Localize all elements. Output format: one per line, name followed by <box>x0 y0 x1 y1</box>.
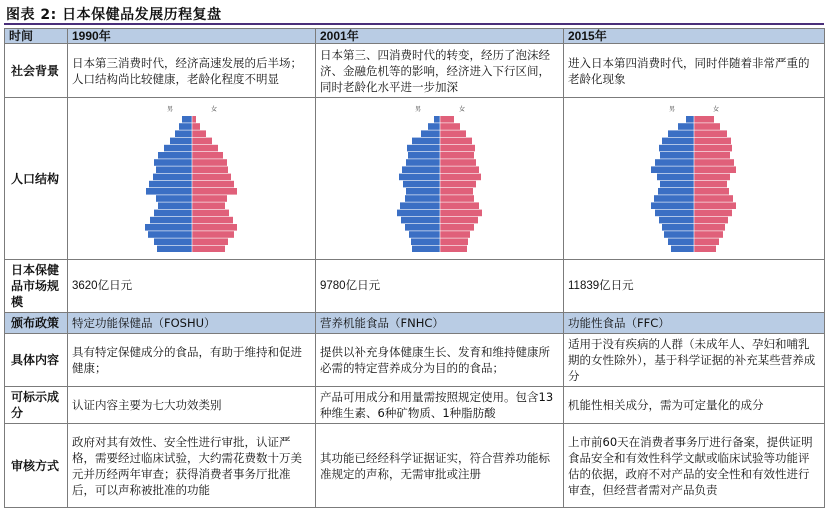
male-bar <box>421 130 440 137</box>
male-bar <box>146 188 192 195</box>
pyramid-2001 <box>380 102 500 252</box>
row-label-social: 社会背景 <box>5 44 68 98</box>
male-bar <box>428 123 440 130</box>
female-bar <box>192 130 206 137</box>
male-bar <box>179 123 192 130</box>
male-bar <box>145 224 192 231</box>
female-bar <box>440 216 478 223</box>
male-bar <box>659 216 694 223</box>
male-bar <box>412 137 440 144</box>
male-bar <box>686 116 694 123</box>
cell-policy-2015: 功能性食品（FFC） <box>564 313 825 334</box>
female-bar <box>440 116 454 123</box>
cell-review-1990: 政府对其有效性、安全性进行审批，认证严格，需要经过临床试验，大约需花费数十万美元并历经两年审查；获得消费者事务厅批准后，可以声称被批准的功能 <box>68 424 316 508</box>
cell-labelable-2015: 机能性相关成分，需为可定量化的成分 <box>564 387 825 424</box>
female-bar <box>440 188 473 195</box>
row-label-policy: 颁布政策 <box>5 313 68 334</box>
female-bar <box>694 216 728 223</box>
cell-review-2001: 其功能已经经科学证据证实，符合营养功能标准规定的声称，无需审批或注册 <box>316 424 564 508</box>
female-bar <box>440 130 466 137</box>
row-label-labelable: 可标示成分 <box>5 387 68 424</box>
male-bar <box>405 195 440 202</box>
female-bar <box>192 159 227 166</box>
female-bar <box>440 224 474 231</box>
header-time: 时间 <box>5 29 68 44</box>
female-bar <box>694 238 719 245</box>
female-bar <box>192 238 228 245</box>
female-bar <box>694 245 716 251</box>
female-bar <box>192 137 212 144</box>
cell-market-2001: 9780亿日元 <box>316 260 564 313</box>
female-bar <box>694 180 727 187</box>
male-bar <box>662 224 694 231</box>
male-bar <box>664 231 694 238</box>
legend-male: 男 <box>668 105 676 113</box>
male-bar <box>662 137 694 144</box>
female-bar <box>694 152 730 159</box>
cell-social-2001: 日本第三、四消费时代的转变，经历了泡沫经济、金融危机等的影响，经济进入下行区间，同时老龄化水平进一步加深 <box>316 44 564 98</box>
female-bar <box>440 180 476 187</box>
female-bar <box>694 188 729 195</box>
female-bar <box>192 180 234 187</box>
female-bar <box>694 209 732 216</box>
cell-market-1990: 3620亿日元 <box>68 260 316 313</box>
legend-female: 女 <box>210 105 217 113</box>
male-bar <box>153 173 192 180</box>
row-label-content: 具体内容 <box>5 334 68 387</box>
male-bar <box>158 202 192 209</box>
row-content <box>5 334 825 387</box>
female-bar <box>440 173 481 180</box>
female-bar <box>694 195 733 202</box>
male-bar <box>399 173 440 180</box>
cell-policy-2001: 营养机能食品（FNHC） <box>316 313 564 334</box>
male-bar <box>400 202 440 209</box>
legend-male: 男 <box>414 105 421 113</box>
female-bar <box>192 231 234 238</box>
male-bar <box>403 180 440 187</box>
male-bar <box>405 224 440 231</box>
cell-labelable-2001: 产品可用成分和用量需按照规定使用。包含13种维生素、6种矿物质、1种脂肪酸 <box>316 387 564 424</box>
female-bar <box>192 123 200 130</box>
male-bar <box>671 245 694 251</box>
female-bar <box>192 173 231 180</box>
male-bar <box>654 195 694 202</box>
female-bar <box>440 144 475 151</box>
row-market <box>5 260 825 313</box>
female-bar <box>694 130 727 137</box>
female-bar <box>440 231 470 238</box>
history-table <box>4 28 825 508</box>
header-1990: 1990年 <box>68 29 316 44</box>
male-bar <box>156 195 192 202</box>
female-bar <box>192 209 229 216</box>
header-row <box>5 29 825 44</box>
male-bar <box>411 238 440 245</box>
legend-female: 女 <box>458 105 465 113</box>
cell-pyramid-2001 <box>316 98 564 260</box>
female-bar <box>694 231 723 238</box>
male-bar <box>170 137 192 144</box>
female-bar <box>694 202 736 209</box>
male-bar <box>164 144 192 151</box>
figure-title: 图表 2: 日本保健品发展历程复盘 <box>6 7 222 23</box>
male-bar <box>397 209 440 216</box>
female-bar <box>694 159 734 166</box>
female-bar <box>694 144 732 151</box>
row-review <box>5 424 825 508</box>
cell-content-2001: 提供以补充身体健康生长、发育和维持健康所必需的特定营养成分为目的的食品； <box>316 334 564 387</box>
male-bar <box>657 173 694 180</box>
cell-labelable-1990: 认证内容主要为七大功效类别 <box>68 387 316 424</box>
male-bar <box>406 159 440 166</box>
male-bar <box>154 159 192 166</box>
cell-social-1990: 日本第三消费时代，经济高速发展的后半场；人口结构尚比较健康，老龄化程度不明显 <box>68 44 316 98</box>
female-bar <box>694 166 736 173</box>
male-bar <box>154 238 192 245</box>
cell-policy-1990: 特定功能保健品（FOSHU） <box>68 313 316 334</box>
female-bar <box>694 224 725 231</box>
female-bar <box>694 137 731 144</box>
female-bar <box>192 188 237 195</box>
female-bar <box>694 116 714 123</box>
female-bar <box>440 152 474 159</box>
male-bar <box>402 166 440 173</box>
male-bar <box>407 144 440 151</box>
female-bar <box>694 123 720 130</box>
row-label-population: 人口结构 <box>5 98 68 260</box>
female-bar <box>192 224 237 231</box>
row-social <box>5 44 825 98</box>
pyramid-1990 <box>132 102 252 252</box>
cell-pyramid-2015 <box>564 98 825 260</box>
male-bar <box>408 152 440 159</box>
male-bar <box>660 180 694 187</box>
female-bar <box>192 216 233 223</box>
male-bar <box>148 231 192 238</box>
male-bar <box>175 130 192 137</box>
row-policy <box>5 313 825 334</box>
female-bar <box>192 152 223 159</box>
male-bar <box>154 209 192 216</box>
female-bar <box>440 245 467 251</box>
legend-male: 男 <box>166 105 173 113</box>
female-bar <box>192 144 218 151</box>
header-2001: 2001年 <box>316 29 564 44</box>
row-label-review: 审核方式 <box>5 424 68 508</box>
legend-female: 女 <box>712 105 720 113</box>
female-bar <box>192 116 196 123</box>
cell-review-2015: 上市前60天在消费者事务厅进行备案，提供证明食品安全和有效性科学文献或临床试验等功能评估的依据，政府不对产品的安全性和有效性进行审查，但经营者需对产品负责 <box>564 424 825 508</box>
male-bar <box>660 152 694 159</box>
female-bar <box>440 195 474 202</box>
female-bar <box>694 173 730 180</box>
female-bar <box>440 238 468 245</box>
cell-market-2015: 11839亿日元 <box>564 260 825 313</box>
cell-content-1990: 具有特定保健成分的食品，有助于维持和促进健康； <box>68 334 316 387</box>
male-bar <box>412 245 440 251</box>
cell-pyramid-1990 <box>68 98 316 260</box>
male-bar <box>434 116 440 123</box>
row-population <box>5 98 825 260</box>
female-bar <box>440 137 472 144</box>
male-bar <box>149 180 192 187</box>
row-label-market: 日本保健品市场规模 <box>5 260 68 313</box>
female-bar <box>440 123 460 130</box>
male-bar <box>157 245 192 251</box>
male-bar <box>658 188 694 195</box>
male-bar <box>651 166 694 173</box>
female-bar <box>440 209 482 216</box>
male-bar <box>659 144 694 151</box>
male-bar <box>655 209 694 216</box>
male-bar <box>668 130 694 137</box>
female-bar <box>192 245 225 251</box>
male-bar <box>158 152 192 159</box>
male-bar <box>651 202 694 209</box>
female-bar <box>192 195 227 202</box>
row-labelable <box>5 387 825 424</box>
male-bar <box>406 188 440 195</box>
male-bar <box>150 216 192 223</box>
female-bar <box>192 202 225 209</box>
pyramid-2015 <box>634 102 754 252</box>
male-bar <box>156 166 192 173</box>
female-bar <box>192 166 228 173</box>
female-bar <box>440 166 479 173</box>
header-2015: 2015年 <box>564 29 825 44</box>
female-bar <box>440 202 479 209</box>
male-bar <box>409 231 440 238</box>
male-bar <box>655 159 694 166</box>
male-bar <box>182 116 192 123</box>
male-bar <box>678 123 694 130</box>
female-bar <box>440 159 476 166</box>
title-rule <box>4 23 824 25</box>
cell-social-2015: 进入日本第四消费时代，同时伴随着非常严重的老龄化现象 <box>564 44 825 98</box>
cell-content-2015: 适用于没有疾病的人群（未成年人、孕妇和哺乳期的女性除外），基于科学证据的补充某些营养成分 <box>564 334 825 387</box>
male-bar <box>668 238 694 245</box>
male-bar <box>401 216 440 223</box>
